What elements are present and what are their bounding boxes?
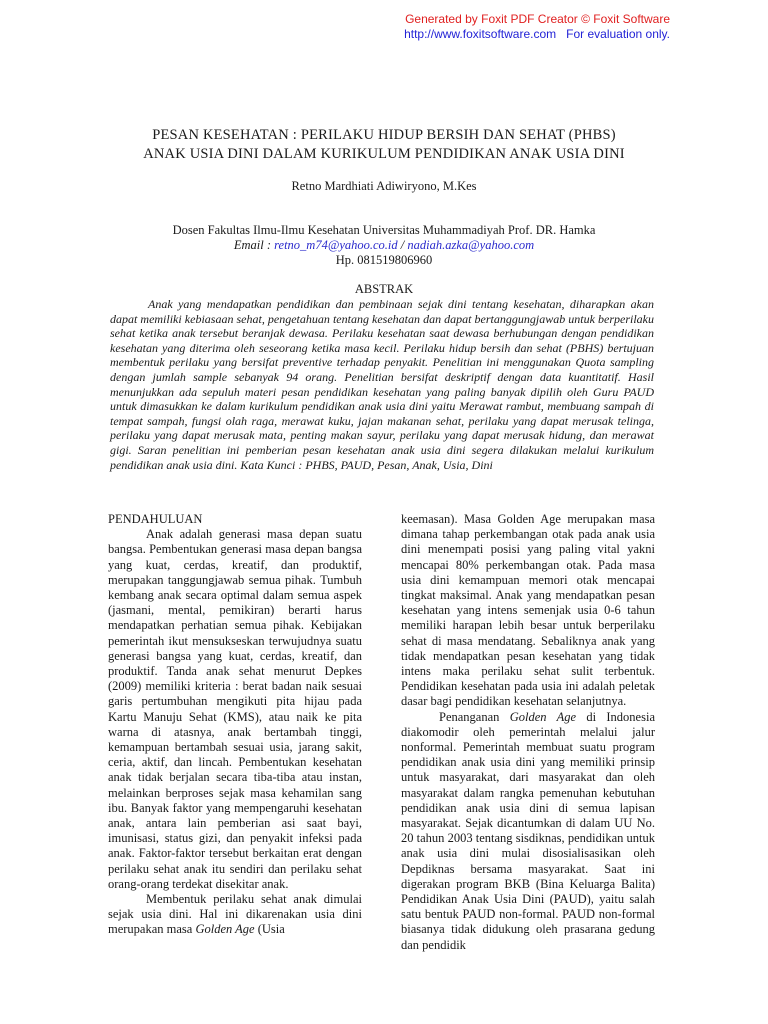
email-separator: / bbox=[397, 238, 408, 252]
right-paragraph-2 bbox=[401, 710, 655, 953]
section-heading-pendahuluan: PENDAHULUAN bbox=[108, 512, 203, 526]
left-column bbox=[108, 512, 362, 938]
left-p2-text: Membentuk perilaku sehat anak dimulai sejak usia dini. Hal ini dikarenakan usia dini merupakan masa bbox=[108, 892, 362, 937]
abstract-heading: ABSTRAK bbox=[354, 282, 414, 296]
email-line bbox=[0, 238, 768, 253]
right-p2-emphasis: Golden Age bbox=[509, 709, 577, 724]
email-label: Email : bbox=[233, 238, 275, 252]
left-paragraph-2 bbox=[108, 892, 362, 938]
left-p2-tail: (Usia bbox=[254, 922, 285, 937]
email-link-2[interactable]: nadiah.azka@yahoo.com bbox=[407, 238, 535, 252]
title-line-1: PESAN KESEHATAN : PERILAKU HIDUP BERSIH DAN SEHAT (PHBS) bbox=[152, 127, 616, 143]
right-p2-text: Penanganan bbox=[439, 709, 510, 724]
paper-title bbox=[0, 126, 768, 164]
abstract-text: Anak yang mendapatkan pendidikan dan pembinaan sejak dini tentang kesehatan, diharapkan akan dapat memiliki kebiasaan sehat, pengetahuan tentang kesehatan dan dapat bertanggungjawab untuk berperilaku sehat ketika anak tersebut beranjak dewasa. Perilaku kesehatan saat dewasa berhubungan dengan pendidikan kesehatan yang diterima oleh seseorang ketika masa kecil. Perilaku hidup bersih dan sehat (PBHS) bertujuan membentuk perilaku yang bersifat preventive terhadap penyakit. Penelitian ini menggunakan Quota sampling dengan jumlah sample sebanyak 94 orang. Penelitian bersifat deskriptif dengan data kuantitatif. Hasil menunjukkan ada sepuluh materi pesan pendidikan kesehatan yang paling banyak dipilih oleh Guru PAUD untuk dimasukkan ke dalam kurikulum pendidikan anak usia dini yaitu Merawat rambut, membuang sampah di tempat sampah, fungsi olah raga, merawat kuku, jajan makanan sehat, perilaku yang dapat merusak telinga, perilaku yang dapat merusak mata, penting makan sayur, perilaku yang dapat merusak hidung, dan merawat gigi. Saran penelitian ini pemberian pesan kesehatan anak usia dini segera dilakukan melalui kurikulum pendidikan anak usia dini. bbox=[110, 297, 654, 472]
watermark-line: Generated by Foxit PDF Creator © Foxit Software bbox=[405, 12, 670, 26]
right-column bbox=[401, 512, 655, 953]
watermark-eval-note: For evaluation only. bbox=[566, 27, 670, 41]
abstract-keywords: Kata Kunci : PHBS, PAUD, Pesan, Anak, Usia, Dini bbox=[237, 457, 493, 472]
author-name: Retno Mardhiati Adiwiryono, M.Kes bbox=[291, 179, 477, 193]
watermark-url-link[interactable]: http://www.foxitsoftware.com bbox=[404, 27, 557, 41]
right-paragraph-1: keemasan). Masa Golden Age merupakan masa dimana tahap perkembangan otak pada anak usia dini menempati posisi yang paling vital yakni mencapai 80% perkembangan otak. Pada masa usia dini kemampuan memori otak mencapai tingkat maksimal. Anak yang mendapatkan pesan kesehatan yang intens semenjak usia 0-6 tahun memiliki harapan lebih besar untuk berperilaku sehat di masa mendatang. Sebaliknya anak yang tidak mendapatkan pesan kesehatan yang tidak intens maka perilaku sehat sulit terbentuk. Pendidikan kesehatan pada usia ini adalah peletak dasar bagi pendidikan kesehatan selanjutnya. bbox=[401, 512, 655, 709]
phone: Hp. 081519806960 bbox=[335, 253, 433, 267]
right-p2-tail: di Indonesia diakomodir oleh pemerintah melalui jalur nonformal. Pemerintah membuat suatu program pendidikan anak usia dini yang memiliki prinsip untuk masyarakat, dari masyarakat dan oleh masyarakat dalam rangka pemenuhan kebutuhan pendidikan anak usia dini di semua lapisan masyarakat. Sejak dicantumkan di dalam UU No. 20 tahun 2003 tentang sisdiknas, pendidikan untuk anak usia dini mulai disosialisasikan oleh Depdiknas bersama masyarakat. Saat ini digerakan program BKB (Bina Keluarga Balita) Pendidikan Anak Usia Dini (PAUD), yaitu salah satu bentuk PAUD non-formal. PAUD non-formal biasanya tidak didukung oleh prasarana gedung dan pendidik bbox=[401, 709, 655, 952]
foxit-watermark bbox=[404, 12, 670, 42]
email-link-1[interactable]: retno_m74@yahoo.co.id bbox=[274, 238, 398, 252]
left-p2-emphasis: Golden Age bbox=[195, 922, 255, 937]
left-paragraph-1: Anak adalah generasi masa depan suatu bangsa. Pembentukan generasi masa depan bangsa yang kuat, cerdas, kreatif, dan produktif, merupakan tanggungjawab semua pihak. Tumbuh kembang anak secara optimal dalam semua aspek (jasmani, mental, pemikiran) berarti harus mendapatkan perhatian semua pihak. Kebijakan pemerintah ikut mensukseskan terwujudnya suatu generasi bangsa yang kuat, cerdas, kreatif, dan produktif. Tanda anak sehat menurut Depkes (2009) memiliki kriteria : berat badan naik sesuai garis pertumbuhan mengikuti pita hijau pada Kartu Manuju Sehat (KMS), atau naik ke pita warna di atasnya, anak bertambah tinggi, kemampuan bertambah sesuai usia, jarang sakit, ceria, aktif, dan lincah. Pembentukan kesehatan anak tidak berjalan secara tiba-tiba atau instan, melainkan berproses sejak masa kehamilan sang ibu. Banyak faktor yang mempengaruhi kesehatan anak, antara lain pemberian asi saat bayi, imunisasi, status gizi, dan penyakit infeksi pada anak. Faktor-faktor tersebut berkaitan erat dengan perilaku sehat anak itu sendiri dan perilaku sehat orang-orang terdekat disekitar anak. bbox=[108, 527, 362, 891]
title-line-2: ANAK USIA DINI DALAM KURIKULUM PENDIDIKAN ANAK USIA DINI bbox=[143, 146, 625, 162]
affiliation-block bbox=[0, 223, 768, 268]
affiliation: Dosen Fakultas Ilmu-Ilmu Kesehatan Universitas Muhammadiyah Prof. DR. Hamka bbox=[172, 223, 596, 237]
abstract-body bbox=[110, 297, 654, 472]
watermark-url-line bbox=[404, 27, 670, 42]
